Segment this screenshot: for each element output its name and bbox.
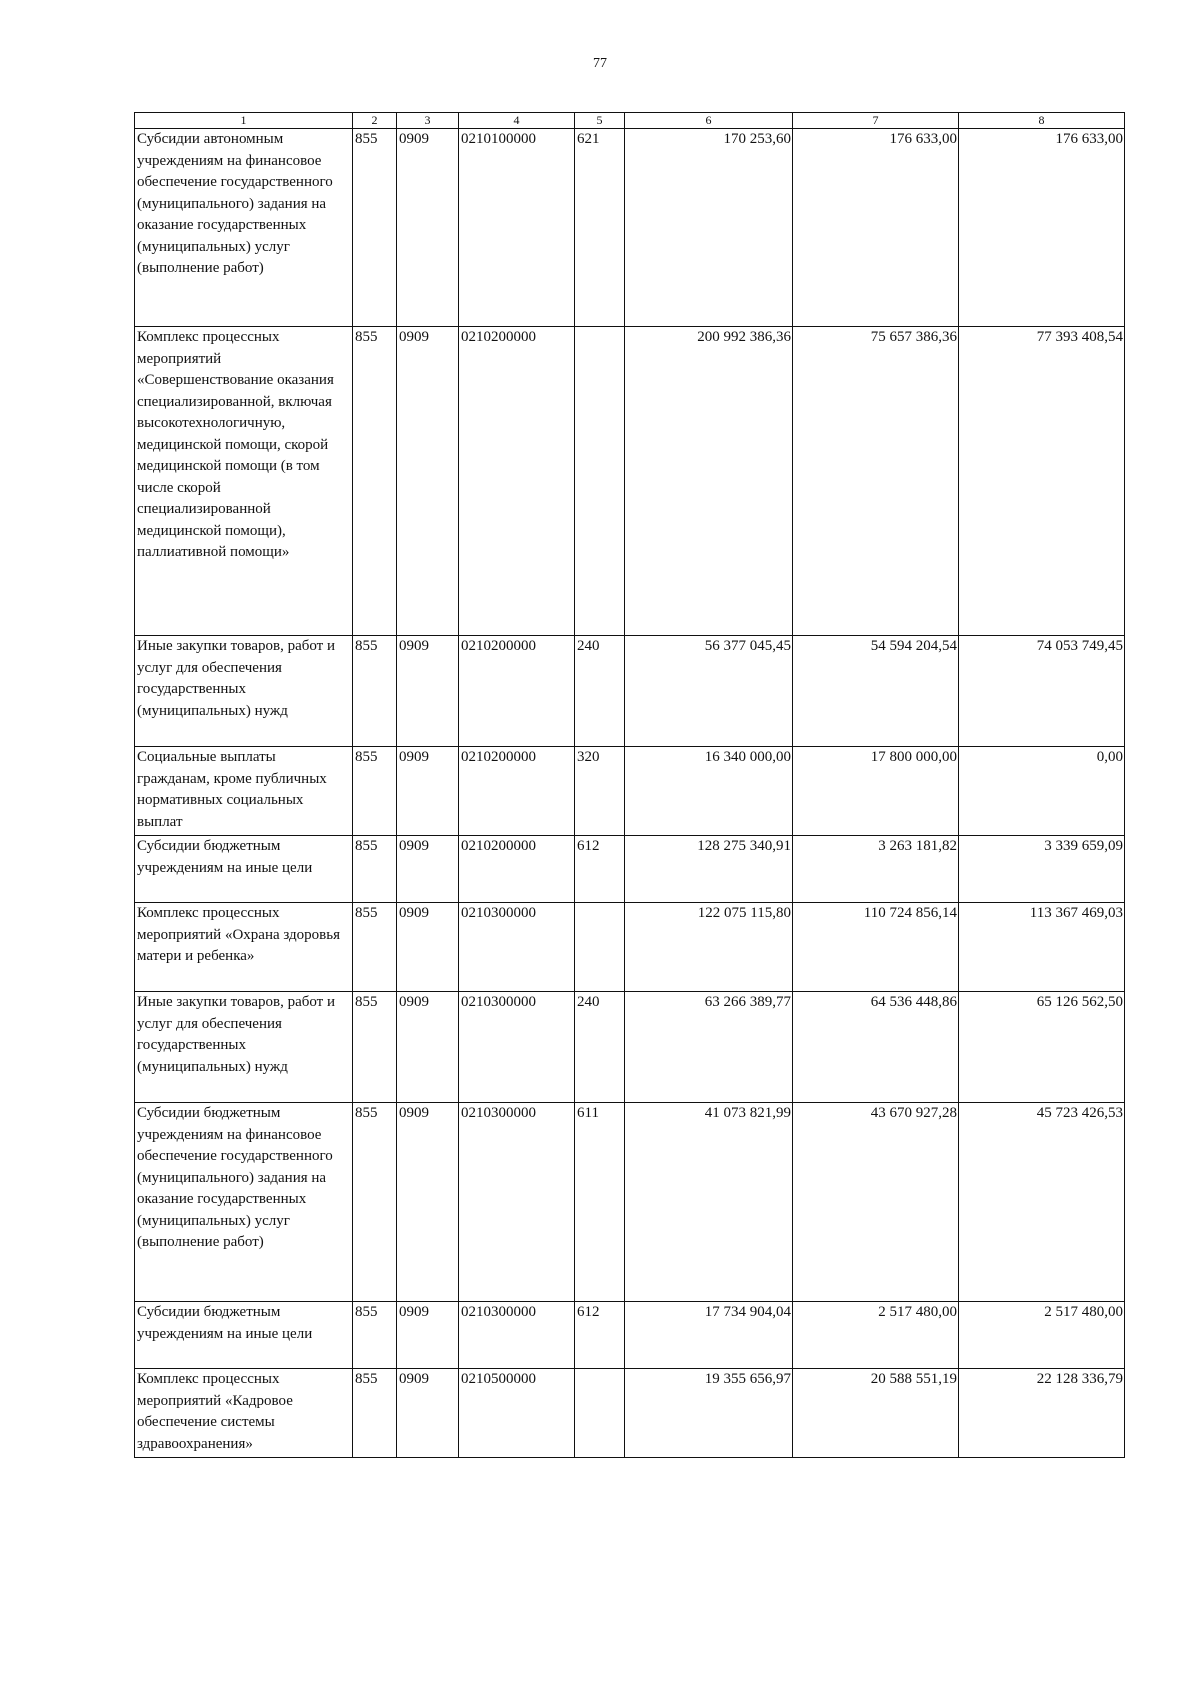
- expense-type-code: 612: [575, 1302, 625, 1369]
- ministry-code: 855: [353, 1103, 397, 1302]
- column-number: 5: [575, 113, 625, 129]
- row-name: Субсидии бюджетным учреждениям на финансовое обеспечение государственного (муниципального) задания на оказание государственных (муниципальных) услуг (выполнение работ): [135, 1103, 353, 1302]
- amount-col7: 54 594 204,54: [793, 636, 959, 747]
- amount-col8: 65 126 562,50: [959, 992, 1125, 1103]
- amount-col8: 22 128 336,79: [959, 1369, 1125, 1458]
- amount-col8: 74 053 749,45: [959, 636, 1125, 747]
- amount-col6: 63 266 389,77: [625, 992, 793, 1103]
- ministry-code: 855: [353, 129, 397, 327]
- target-article-code: 0210200000: [459, 836, 575, 903]
- ministry-code: 855: [353, 1369, 397, 1458]
- table-row: [135, 327, 1125, 636]
- section-code: 0909: [397, 1369, 459, 1458]
- expense-type-code: 240: [575, 636, 625, 747]
- amount-col8: 176 633,00: [959, 129, 1125, 327]
- target-article-code: 0210200000: [459, 327, 575, 636]
- target-article-code: 0210300000: [459, 903, 575, 992]
- amount-col7: 2 517 480,00: [793, 1302, 959, 1369]
- amount-col6: 19 355 656,97: [625, 1369, 793, 1458]
- row-name: Комплекс процессных мероприятий «Кадровое обеспечение системы здравоохранения»: [135, 1369, 353, 1458]
- amount-col7: 17 800 000,00: [793, 747, 959, 836]
- section-code: 0909: [397, 903, 459, 992]
- column-number: 3: [397, 113, 459, 129]
- expense-type-code: 611: [575, 1103, 625, 1302]
- amount-col8: 3 339 659,09: [959, 836, 1125, 903]
- section-code: 0909: [397, 836, 459, 903]
- column-number: 6: [625, 113, 793, 129]
- table-row: [135, 1302, 1125, 1369]
- amount-col7: 64 536 448,86: [793, 992, 959, 1103]
- table-row: [135, 1103, 1125, 1302]
- column-number: 8: [959, 113, 1125, 129]
- amount-col6: 56 377 045,45: [625, 636, 793, 747]
- amount-col8: 77 393 408,54: [959, 327, 1125, 636]
- ministry-code: 855: [353, 903, 397, 992]
- ministry-code: 855: [353, 1302, 397, 1369]
- amount-col7: 3 263 181,82: [793, 836, 959, 903]
- amount-col6: 41 073 821,99: [625, 1103, 793, 1302]
- row-name: Субсидии бюджетным учреждениям на иные цели: [135, 1302, 353, 1369]
- row-name: Социальные выплаты гражданам, кроме публичных нормативных социальных выплат: [135, 747, 353, 836]
- table-row: [135, 747, 1125, 836]
- amount-col7: 110 724 856,14: [793, 903, 959, 992]
- expense-type-code: 612: [575, 836, 625, 903]
- section-code: 0909: [397, 327, 459, 636]
- table-row: [135, 903, 1125, 992]
- table-row: [135, 129, 1125, 327]
- target-article-code: 0210300000: [459, 1302, 575, 1369]
- row-name: Иные закупки товаров, работ и услуг для обеспечения государственных (муниципальных) нужд: [135, 992, 353, 1103]
- section-code: 0909: [397, 1302, 459, 1369]
- table-row: [135, 836, 1125, 903]
- ministry-code: 855: [353, 747, 397, 836]
- row-name: Субсидии автономным учреждениям на финансовое обеспечение государственного (муниципального) задания на оказание государственных (муниципальных) услуг (выполнение работ): [135, 129, 353, 327]
- target-article-code: 0210500000: [459, 1369, 575, 1458]
- column-number: 4: [459, 113, 575, 129]
- section-code: 0909: [397, 636, 459, 747]
- expense-type-code: 240: [575, 992, 625, 1103]
- expense-type-code: 621: [575, 129, 625, 327]
- target-article-code: 0210300000: [459, 1103, 575, 1302]
- amount-col7: 20 588 551,19: [793, 1369, 959, 1458]
- table-row: [135, 992, 1125, 1103]
- amount-col8: 45 723 426,53: [959, 1103, 1125, 1302]
- table-row: [135, 1369, 1125, 1458]
- ministry-code: 855: [353, 836, 397, 903]
- amount-col6: 122 075 115,80: [625, 903, 793, 992]
- row-name: Субсидии бюджетным учреждениям на иные цели: [135, 836, 353, 903]
- ministry-code: 855: [353, 636, 397, 747]
- target-article-code: 0210200000: [459, 636, 575, 747]
- amount-col6: 128 275 340,91: [625, 836, 793, 903]
- column-number: 2: [353, 113, 397, 129]
- expense-type-code: [575, 1369, 625, 1458]
- page-number: 77: [593, 56, 607, 71]
- ministry-code: 855: [353, 327, 397, 636]
- amount-col8: 2 517 480,00: [959, 1302, 1125, 1369]
- column-number-row: [135, 113, 1125, 129]
- row-name: Комплекс процессных мероприятий «Охрана здоровья матери и ребенка»: [135, 903, 353, 992]
- column-number: 1: [135, 113, 353, 129]
- amount-col6: 200 992 386,36: [625, 327, 793, 636]
- expense-type-code: [575, 327, 625, 636]
- budget-table: [134, 112, 1125, 1458]
- ministry-code: 855: [353, 992, 397, 1103]
- section-code: 0909: [397, 992, 459, 1103]
- row-name: Иные закупки товаров, работ и услуг для обеспечения государственных (муниципальных) нужд: [135, 636, 353, 747]
- amount-col7: 176 633,00: [793, 129, 959, 327]
- section-code: 0909: [397, 1103, 459, 1302]
- amount-col8: 113 367 469,03: [959, 903, 1125, 992]
- table-row: [135, 636, 1125, 747]
- amount-col7: 43 670 927,28: [793, 1103, 959, 1302]
- section-code: 0909: [397, 747, 459, 836]
- column-number: 7: [793, 113, 959, 129]
- section-code: 0909: [397, 129, 459, 327]
- amount-col6: 16 340 000,00: [625, 747, 793, 836]
- expense-type-code: 320: [575, 747, 625, 836]
- expense-type-code: [575, 903, 625, 992]
- target-article-code: 0210100000: [459, 129, 575, 327]
- amount-col6: 17 734 904,04: [625, 1302, 793, 1369]
- amount-col6: 170 253,60: [625, 129, 793, 327]
- row-name: Комплекс процессных мероприятий «Совершенствование оказания специализированной, включая высокотехнологичную, медицинской помощи, скорой медицинской помощи (в том числе скорой специализированной медицинской помощи), паллиативной помощи»: [135, 327, 353, 636]
- target-article-code: 0210200000: [459, 747, 575, 836]
- target-article-code: 0210300000: [459, 992, 575, 1103]
- amount-col8: 0,00: [959, 747, 1125, 836]
- amount-col7: 75 657 386,36: [793, 327, 959, 636]
